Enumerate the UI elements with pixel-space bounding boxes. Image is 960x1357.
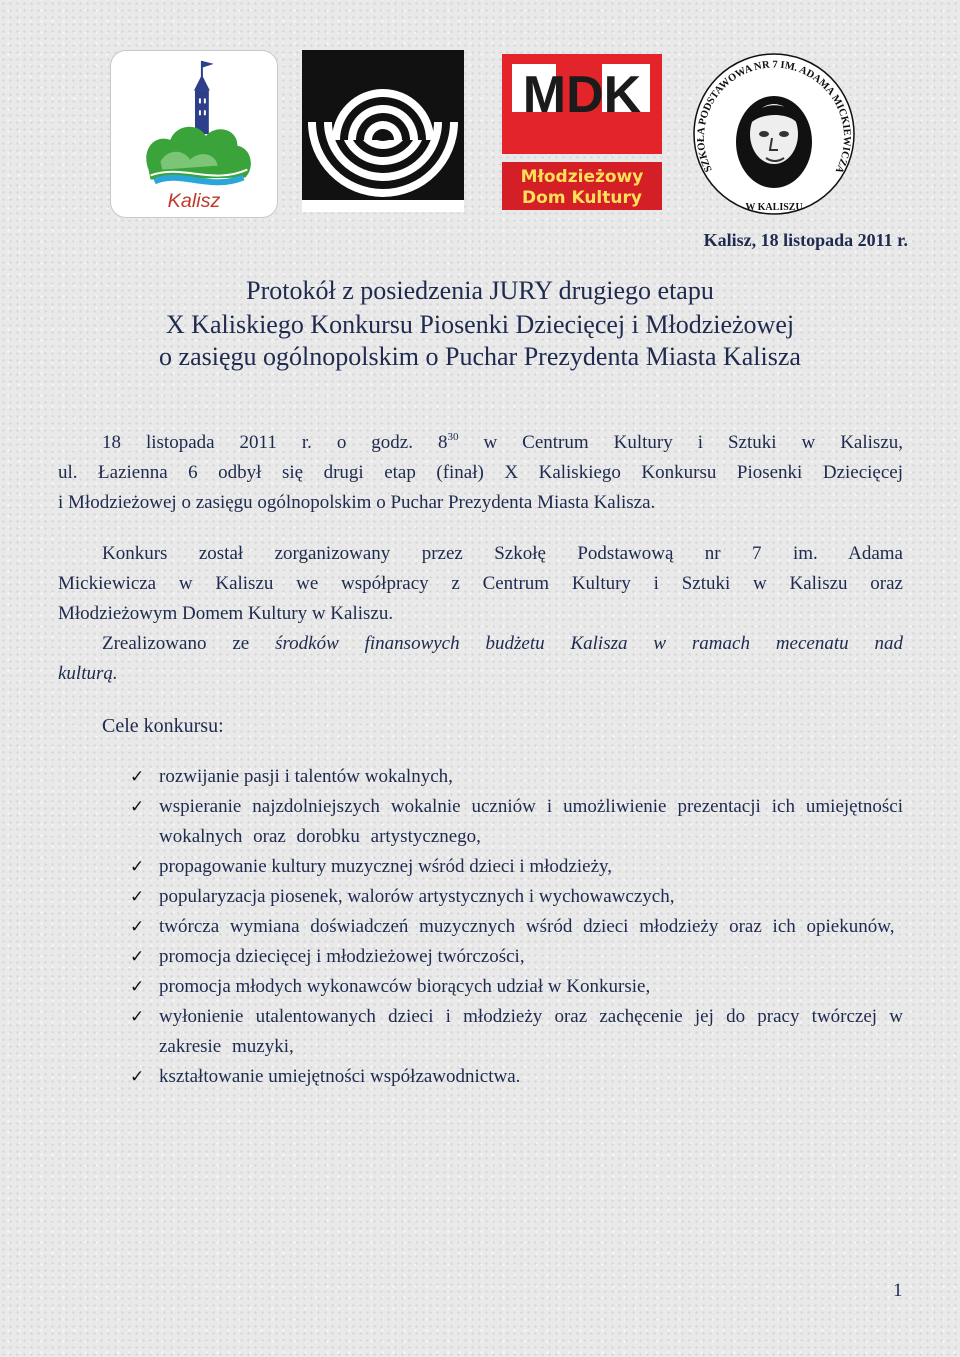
school-ring-text: SZKOŁA PODSTAWOWA NR 7 IM. ADAMA MICKIEWICZA	[695, 59, 853, 175]
goal-item	[130, 912, 903, 942]
goal-item	[130, 942, 903, 972]
school-seal-logo	[690, 50, 858, 218]
concentric-arcs-logo	[302, 50, 464, 212]
check-icon: ✓	[130, 947, 145, 966]
p1-start: 18 listopada 2011 r. o godz. 8	[102, 432, 448, 453]
paragraph-1-line-2: ul. Łazienna 6 odbył się drugi etap (finał) X Kaliskiego Konkursu Piosenki Dziecięcej	[58, 462, 903, 483]
title-line-2: X Kaliskiego Konkursu Piosenki Dziecięcej i Młodzieżowej	[165, 310, 795, 339]
p1-end: w Centrum Kultury i Sztuki w Kaliszu,	[458, 432, 903, 453]
p3-italic: środków finansowych budżetu Kalisza w ramach mecenatu nad	[275, 633, 904, 654]
page-number: 1	[893, 1280, 903, 1301]
kalisz-logo-text: Kalisz	[167, 190, 221, 213]
goals-heading: Cele konkursu:	[102, 715, 224, 737]
p1-time-superscript: 30	[447, 431, 459, 443]
school-bottom-text: W KALISZU	[745, 202, 803, 213]
check-icon: ✓	[130, 887, 145, 906]
goal-text: propagowanie kultury muzycznej wśród dzieci i młodzieży,	[159, 856, 613, 877]
kalisz-city-logo	[110, 50, 278, 218]
goal-item	[130, 792, 903, 852]
mdk-mark: MDK	[522, 66, 642, 124]
check-icon: ✓	[130, 767, 145, 786]
goal-item	[130, 882, 903, 912]
paragraph-3-line-2: kulturą.	[58, 663, 118, 684]
paragraph-1-line-3: i Młodzieżowej o zasięgu ogólnopolskim o Puchar Prezydenta Miasta Kalisza.	[58, 492, 656, 513]
goal-item	[130, 1062, 903, 1092]
p3-plain: Zrealizowano ze	[102, 633, 276, 654]
title-line-1: Protokół z posiedzenia JURY drugiego etapu	[246, 276, 714, 305]
goal-text: popularyzacja piosenek, walorów artystycznych i wychowawczych,	[159, 886, 675, 907]
paragraph-1-line-1	[102, 428, 903, 458]
goals-list	[130, 762, 903, 1092]
check-icon: ✓	[130, 797, 145, 816]
check-icon: ✓	[130, 1007, 145, 1026]
mdk-line2: Dom Kultury	[522, 188, 642, 208]
document-date: Kalisz, 18 listopada 2011 r.	[703, 230, 908, 250]
goal-item	[130, 762, 903, 792]
goal-text: promocja dziecięcej i młodzieżowej twórczości,	[159, 946, 525, 967]
check-icon: ✓	[130, 1067, 145, 1086]
check-icon: ✓	[130, 857, 145, 876]
check-icon: ✓	[130, 977, 145, 996]
goal-item	[130, 1002, 903, 1062]
goal-text: kształtowanie umiejętności współzawodnictwa.	[159, 1066, 521, 1087]
mdk-logo	[502, 50, 662, 212]
paragraph-3-line-1	[102, 629, 903, 659]
paragraph-2-line-2: Mickiewicza w Kaliszu we współpracy z Centrum Kultury i Sztuki w Kaliszu oraz	[58, 573, 903, 594]
check-icon: ✓	[130, 917, 145, 936]
mdk-line1: Młodzieżowy	[520, 167, 644, 187]
goal-text: wyłonienie utalentowanych dzieci i młodzieży oraz zachęcenie jej do pracy twórczej w zakresie muzyki,	[159, 1006, 903, 1057]
goal-item	[130, 852, 903, 882]
goal-item	[130, 972, 903, 1002]
goal-text: rozwijanie pasji i talentów wokalnych,	[159, 766, 453, 787]
goal-text: promocja młodych wykonawców biorących udział w Konkursie,	[159, 976, 651, 997]
goal-text: wspieranie najzdolniejszych wokalnie uczniów i umożliwienie prezentacji ich umiejętności wokalnych oraz dorobku artystycznego,	[159, 796, 903, 847]
goal-text: twórcza wymiana doświadczeń muzycznych wśród dzieci młodzieży oraz ich opiekunów,	[159, 916, 895, 937]
paragraph-2-line-3: Młodzieżowym Domem Kultury w Kaliszu.	[58, 603, 394, 624]
title-line-3: o zasięgu ogólnopolskim o Puchar Prezydenta Miasta Kalisza	[159, 342, 801, 371]
paragraph-2-line-1: Konkurs został zorganizowany przez Szkołę Podstawową nr 7 im. Adama	[102, 543, 903, 564]
